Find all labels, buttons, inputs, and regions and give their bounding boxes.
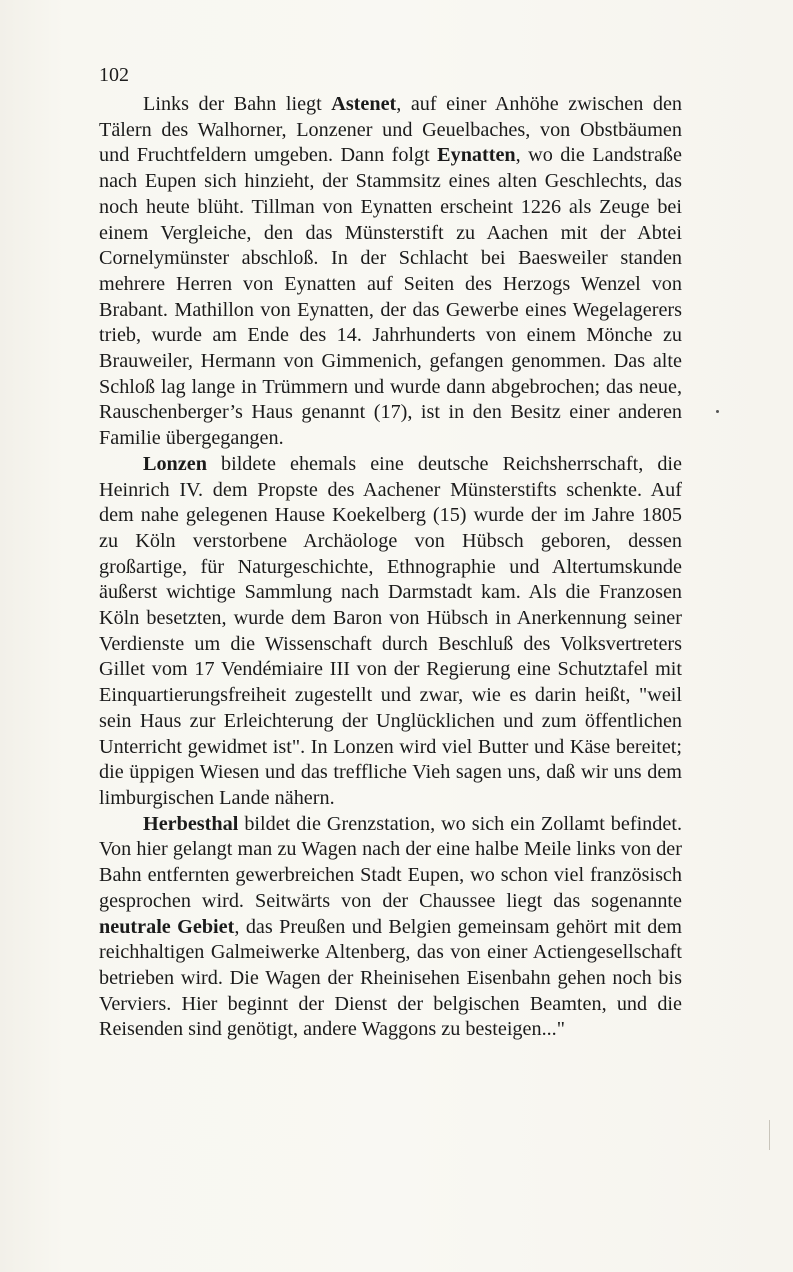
bold-term: Herbesthal	[143, 812, 239, 835]
bold-term: neutrale Gebiet	[99, 915, 235, 938]
text-run: bildete ehemals eine deutsche Reichsherrschaft, die Heinrich IV. dem Propste des Aachener Münsterstifts schenkte. Auf dem nahe gelegenen Hause Koekelberg (15) wurde der im Jahre 1805 zu Köln verstorbene Archäologe von Hübsch geboren, dessen großartige, für Naturgeschichte, Ethnographie und Altertumskunde äußerst wichtige Sammlung nach Darmstadt kam. Als die Franzosen Köln besetzten, wurde dem Baron von Hübsch in Anerkennung seiner Verdienste um die Wissenschaft durch Beschluß des Volksvertreters Gillet vom 17 Vendémiaire III von der Regierung eine Schutztafel mit Einquartierungsfreiheit zugestellt und zwar, wie es darin heißt, "weil sein Haus zur Erleichterung der Unglücklichen und zum öffentlichen Unterricht gewidmet ist". In Lonzen wird viel Butter und Käse bereitet; die üppigen Wiesen und das treffliche Vieh sagen uns, daß wir uns dem limburgischen Lande nähern.	[99, 452, 682, 809]
bleed-through-shadow	[95, 1090, 695, 1170]
paragraph-lonzen	[99, 452, 682, 812]
paragraph-astenet	[99, 92, 682, 452]
bold-term: Lonzen	[143, 452, 207, 475]
text-run: , wo die Landstraße nach Eupen sich hinzieht, der Stammsitz eines alten Geschlechts, das noch heute blüht. Tillman von Eynatten erscheint 1226 als Zeuge bei einem Vergleiche, den das Münsterstift zu Aachen mit der Abtei Cornelymünster abschloß. In der Schlacht bei Baesweiler standen mehrere Herren von Eynatten auf Seiten des Herzogs Wenzel von Brabant. Mathillon von Eynatten, der das Gewerbe eines Wegelagerers trieb, wurde am Ende des 14. Jahrhunderts von einem Mönche zu Brauweiler, Hermann von Gimmenich, gefangen genommen. Das alte Schloß lag lange in Trümmern und wurde dann abgebrochen; das neue, Rauschenberger’s Haus genannt (17), ist in den Besitz einer anderen Familie übergegangen.	[99, 144, 682, 450]
text-run: bildet die Grenzstation, wo sich ein Zollamt befindet. Von hier gelangt man zu Wagen nach der eine halbe Meile links von der Bahn entfernten gewerbreichen Stadt Eupen, wo schon viel französisch gesprochen wird. Seitwärts von der Chaussee liegt das sogenannte	[99, 812, 682, 912]
text-run: Links der Bahn liegt	[143, 93, 332, 115]
body-text	[99, 92, 682, 1043]
text-run: , das Preußen und Belgien gemeinsam gehört mit dem reichhaltigen Galmeiwerke Altenberg, das von einer Actiengesellschaft betrieben wird. Die Wagen der Rheinisehen Eisenbahn gehen noch bis Verviers. Hier beginnt der Dienst der belgischen Beamten, und die Reisenden sind genötigt, andere Waggons zu besteigen..."	[99, 915, 682, 1041]
gutter-mark	[769, 1120, 770, 1150]
bold-term: Astenet	[331, 93, 397, 115]
text-run: , auf einer Anhöhe zwischen den Tälern des Walhorner, Lonzener und Geuelbaches, von Obstbäumen und Fruchtfeldern umgeben. Dann folgt	[99, 93, 682, 167]
margin-speck	[716, 410, 719, 413]
paragraph-herbesthal	[99, 812, 682, 1043]
bold-term: Eynatten	[437, 144, 516, 167]
page-number: 102	[99, 64, 129, 86]
